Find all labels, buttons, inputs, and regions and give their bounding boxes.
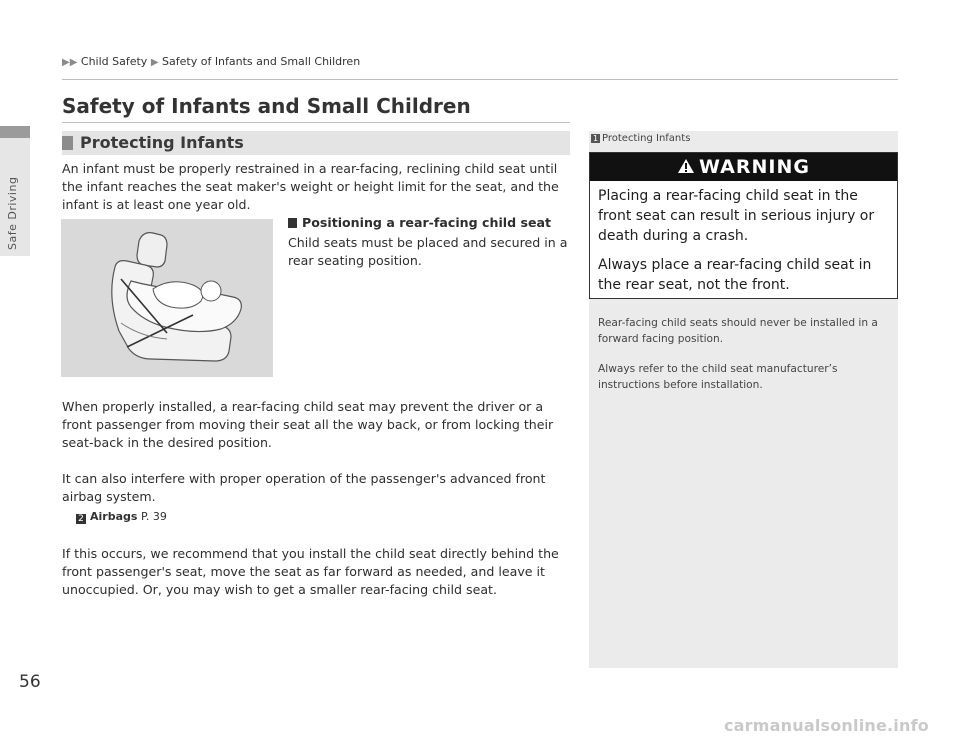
section-square-icon	[62, 136, 73, 150]
side-tab-marker	[0, 126, 30, 138]
breadcrumb-item[interactable]: Child Safety	[80, 55, 148, 68]
subsection-heading-text: Positioning a rear-facing child seat	[302, 215, 552, 230]
page-title: Safety of Infants and Small Children	[62, 94, 471, 118]
note-text-2: Always refer to the child seat manufacturer’s instructions before installation.	[598, 363, 838, 391]
intro-paragraph: An infant must be properly restrained in a rear-facing, reclining child seat until the infant reaches the seat maker's weight or height limit for the seat, and the infant is at least one year old.	[62, 161, 559, 212]
reference-arrow-icon: 2	[76, 514, 86, 524]
section-heading-bar	[62, 131, 570, 155]
breadcrumb-arrow-icon: ▶▶	[62, 57, 78, 68]
section-heading: Protecting Infants	[80, 133, 244, 152]
note-marker-icon: 1	[592, 134, 599, 143]
warning-box	[589, 152, 898, 299]
subsection-heading	[288, 215, 551, 230]
subsection-square-icon	[288, 218, 297, 228]
note-heading-text: Protecting Infants	[602, 133, 691, 144]
xref-label[interactable]: Airbags	[90, 510, 138, 523]
rear-facing-seat-drawing	[61, 219, 273, 377]
header-rule	[62, 79, 898, 80]
child-seat-illustration	[61, 219, 273, 377]
watermark: carmanualsonline.info	[724, 716, 929, 735]
note-heading	[591, 133, 690, 144]
page-number: 56	[19, 672, 41, 692]
warning-triangle-icon	[677, 158, 695, 174]
breadcrumb-arrow-icon: ▶	[150, 57, 159, 68]
title-rule	[62, 122, 570, 123]
side-note-column	[589, 131, 898, 668]
breadcrumb-item[interactable]: Safety of Infants and Small Children	[162, 55, 361, 68]
note-text-1: Rear-facing child seats should never be installed in a forward facing position.	[598, 317, 878, 345]
section-side-label: Safe Driving	[6, 176, 19, 250]
warning-banner	[590, 153, 897, 181]
warning-text-1: Placing a rear-facing child seat in the front seat can result in serious injury or death during a crash.	[598, 188, 875, 244]
recommend-paragraph: If this occurs, we recommend that you install the child seat directly behind the front passenger's seat, move the seat as far forward as needed, and leave it unoccupied. Or, you may wish to get a smaller rear-facing child seat.	[62, 546, 559, 597]
airbags-cross-reference[interactable]	[76, 510, 167, 524]
breadcrumb	[62, 55, 360, 68]
xref-page: P. 39	[140, 510, 167, 523]
installed-paragraph: When properly installed, a rear-facing child seat may prevent the driver or a front passenger from moving their seat all the way back, or from locking their seat-back in the desired position.	[62, 399, 554, 450]
warning-label: WARNING	[699, 156, 810, 178]
interfere-paragraph: It can also interfere with proper operation of the passenger's advanced front airbag system.	[62, 471, 546, 504]
subsection-text: Child seats must be placed and secured in a rear seating position.	[288, 235, 568, 268]
warning-text-2: Always place a rear-facing child seat in the rear seat, not the front.	[598, 257, 872, 293]
